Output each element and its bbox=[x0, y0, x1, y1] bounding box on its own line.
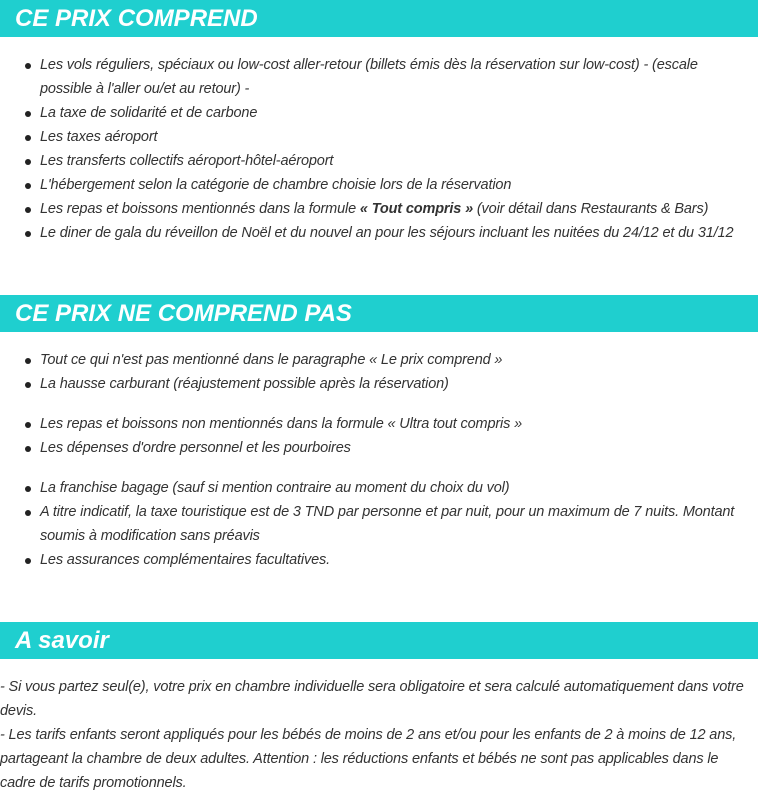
list-item: L'hébergement selon la catégorie de chambre choisie lors de la réservation bbox=[0, 173, 758, 197]
formula-name: « Tout compris » bbox=[359, 201, 473, 217]
info-paragraph-solo: - Si vous partez seul(e), votre prix en chambre individuelle sera obligatoire et sera calculé automatiquement dans votre devis. bbox=[0, 679, 744, 719]
list-item: Les assurances complémentaires facultatives. bbox=[0, 548, 758, 572]
list-item: A titre indicatif, la taxe touristique est de 3 TND par personne et par nuit, pour un maximum de 7 nuits. Montant soumis à modification sans préavis bbox=[0, 500, 758, 548]
included-list bbox=[0, 53, 758, 245]
excluded-list bbox=[0, 348, 758, 572]
section-header-info: A savoir bbox=[0, 622, 758, 659]
list-item: Le diner de gala du réveillon de Noël et du nouvel an pour les séjours incluant les nuitées du 24/12 et du 31/12 bbox=[0, 221, 758, 245]
list-item-text: (voir détail dans Restaurants & Bars) bbox=[473, 201, 709, 217]
section-header-included: CE PRIX COMPREND bbox=[0, 0, 758, 37]
list-item: Les taxes aéroport bbox=[0, 125, 758, 149]
list-item: Les transferts collectifs aéroport-hôtel-aéroport bbox=[0, 149, 758, 173]
list-item: Tout ce qui n'est pas mentionné dans le paragraphe « Le prix comprend » bbox=[0, 348, 758, 372]
list-item bbox=[0, 197, 758, 221]
info-paragraph-children: - Les tarifs enfants seront appliqués pour les bébés de moins de 2 ans et/ou pour les enfants de 2 à moins de 12 ans, partageant la chambre de deux adultes. Attention : les réductions enfants et bébés ne sont pas applicables dans le cadre de tarifs promotionnels. bbox=[0, 727, 737, 791]
list-item: La franchise bagage (sauf si mention contraire au moment du choix du vol) bbox=[0, 476, 758, 500]
list-item: La hausse carburant (réajustement possible après la réservation) bbox=[0, 372, 758, 396]
list-item: La taxe de solidarité et de carbone bbox=[0, 101, 758, 125]
section-header-excluded: CE PRIX NE COMPREND PAS bbox=[0, 295, 758, 332]
list-item: Les vols réguliers, spéciaux ou low-cost aller-retour (billets émis dès la réservation sur low-cost) - (escale possible à l'aller ou/et au retour) - bbox=[0, 53, 758, 101]
list-item: Les dépenses d'ordre personnel et les pourboires bbox=[0, 436, 758, 460]
list-item-text: Les repas et boissons mentionnés dans la formule bbox=[40, 201, 360, 217]
list-item: Les repas et boissons non mentionnés dans la formule « Ultra tout compris » bbox=[0, 412, 758, 436]
